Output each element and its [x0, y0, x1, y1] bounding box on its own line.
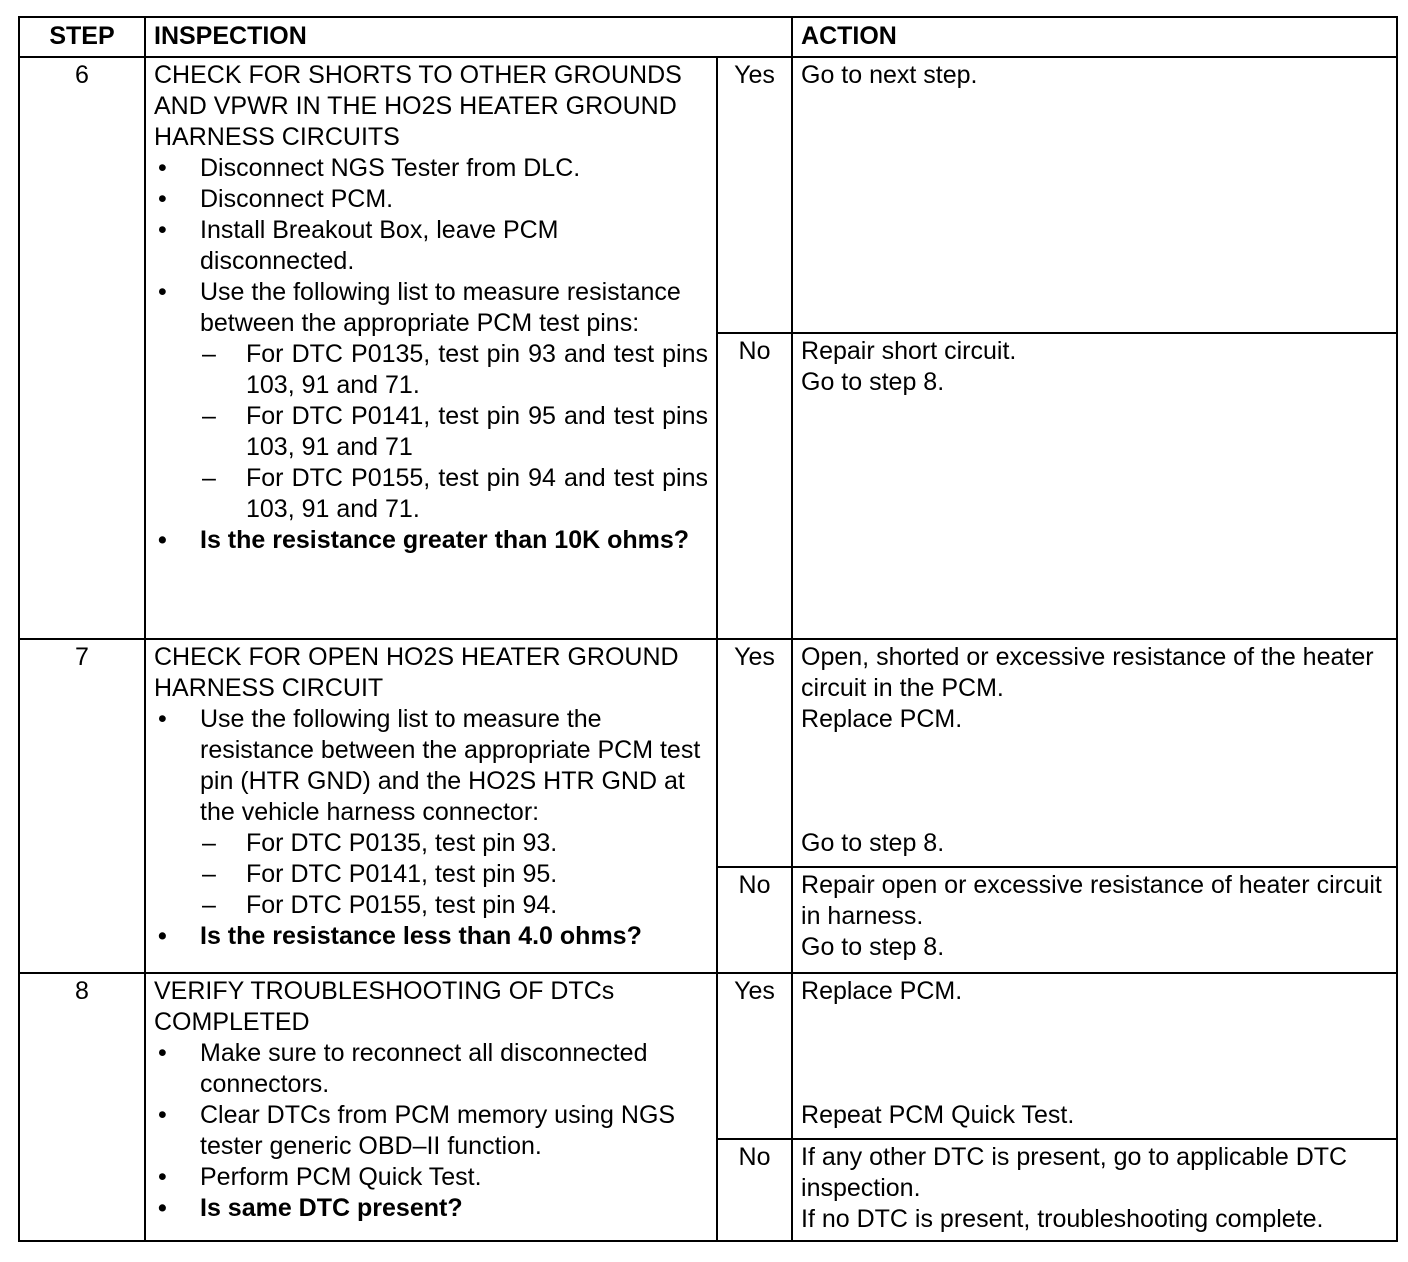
action-line: Open, shorted or excessive resistance of the heater circuit in the PCM.: [801, 643, 1374, 702]
diagnostic-table: [18, 16, 1398, 1242]
spacer: [801, 735, 1388, 828]
action-line: Replace PCM.: [801, 977, 963, 1005]
sub-list-item: – For DTC P0155, test pin 94 and test pins 103, 91 and 71.: [200, 463, 708, 525]
no-label: No: [717, 333, 792, 639]
inspection-title: CHECK FOR SHORTS TO OTHER GROUNDS AND VPWR IN THE HO2S HEATER GROUND HARNESS CIRCUITS: [154, 61, 682, 151]
step-number: 7: [19, 639, 145, 973]
table-row: [19, 639, 1397, 867]
list-item: • Install Breakout Box, leave PCM disconnected.: [154, 215, 708, 277]
sub-list-item: – For DTC P0155, test pin 94.: [200, 890, 708, 921]
action-line: Replace PCM.: [801, 705, 963, 733]
list-item: • Clear DTCs from PCM memory using NGS tester generic OBD–II function.: [154, 1100, 708, 1162]
action-line: If no DTC is present, troubleshooting complete.: [801, 1205, 1324, 1233]
yes-action: [792, 639, 1397, 867]
table-row: [19, 973, 1397, 1139]
action-line: If any other DTC is present, go to applicable DTC inspection.: [801, 1143, 1348, 1202]
inspection-title: VERIFY TROUBLESHOOTING OF DTCs COMPLETED: [154, 977, 615, 1036]
inspection-title: CHECK FOR OPEN HO2S HEATER GROUND HARNESS CIRCUIT: [154, 643, 679, 702]
yes-action: [792, 973, 1397, 1139]
sub-list-item: – For DTC P0141, test pin 95 and test pins 103, 91 and 71: [200, 401, 708, 463]
list-item: [154, 704, 708, 921]
list-item-text: Use the following list to measure resistance between the appropriate PCM test pins:: [200, 278, 681, 337]
list-item: [154, 277, 708, 525]
no-action: [792, 1139, 1397, 1241]
list-item-text: Use the following list to measure the resistance between the appropriate PCM test pin (HTR GND) and the HO2S HTR GND at the vehicle harness connector:: [200, 705, 701, 826]
yes-label: Yes: [717, 639, 792, 867]
inspection-cell: [145, 57, 717, 639]
spacer: [801, 1007, 1388, 1100]
list-item: • Disconnect NGS Tester from DLC.: [154, 153, 708, 184]
inspection-question: • Is the resistance less than 4.0 ohms?: [154, 921, 708, 952]
inspection-question: • Is same DTC present?: [154, 1193, 708, 1224]
step-header: STEP: [19, 17, 145, 57]
no-label: No: [717, 1139, 792, 1241]
action-line: Repair short circuit.: [801, 337, 1017, 365]
step-number: 8: [19, 973, 145, 1241]
no-action: [792, 333, 1397, 639]
sub-list-item: – For DTC P0135, test pin 93 and test pins 103, 91 and 71.: [200, 339, 708, 401]
action-line: Go to next step.: [801, 61, 978, 89]
list-item: • Make sure to reconnect all disconnected connectors.: [154, 1038, 708, 1100]
inspection-cell: [145, 973, 717, 1241]
yes-label: Yes: [717, 973, 792, 1139]
sub-list-item: – For DTC P0141, test pin 95.: [200, 859, 708, 890]
action-line: Go to step 8.: [801, 933, 945, 961]
list-item: • Disconnect PCM.: [154, 184, 708, 215]
action-line: Repair open or excessive resistance of heater circuit in harness.: [801, 871, 1382, 930]
sub-list-item: – For DTC P0135, test pin 93.: [200, 828, 708, 859]
header-row: [19, 17, 1397, 57]
no-action: [792, 867, 1397, 973]
action-line: Go to step 8.: [801, 368, 945, 396]
yes-action: [792, 57, 1397, 333]
yes-label: Yes: [717, 57, 792, 333]
inspection-cell: [145, 639, 717, 973]
action-line: Repeat PCM Quick Test.: [801, 1101, 1075, 1129]
no-label: No: [717, 867, 792, 973]
table-row: [19, 57, 1397, 333]
list-item: • Perform PCM Quick Test.: [154, 1162, 708, 1193]
action-header: ACTION: [792, 17, 1397, 57]
action-line: Go to step 8.: [801, 829, 945, 857]
step-number: 6: [19, 57, 145, 639]
inspection-header: INSPECTION: [145, 17, 792, 57]
inspection-question: • Is the resistance greater than 10K ohms?: [154, 525, 708, 556]
